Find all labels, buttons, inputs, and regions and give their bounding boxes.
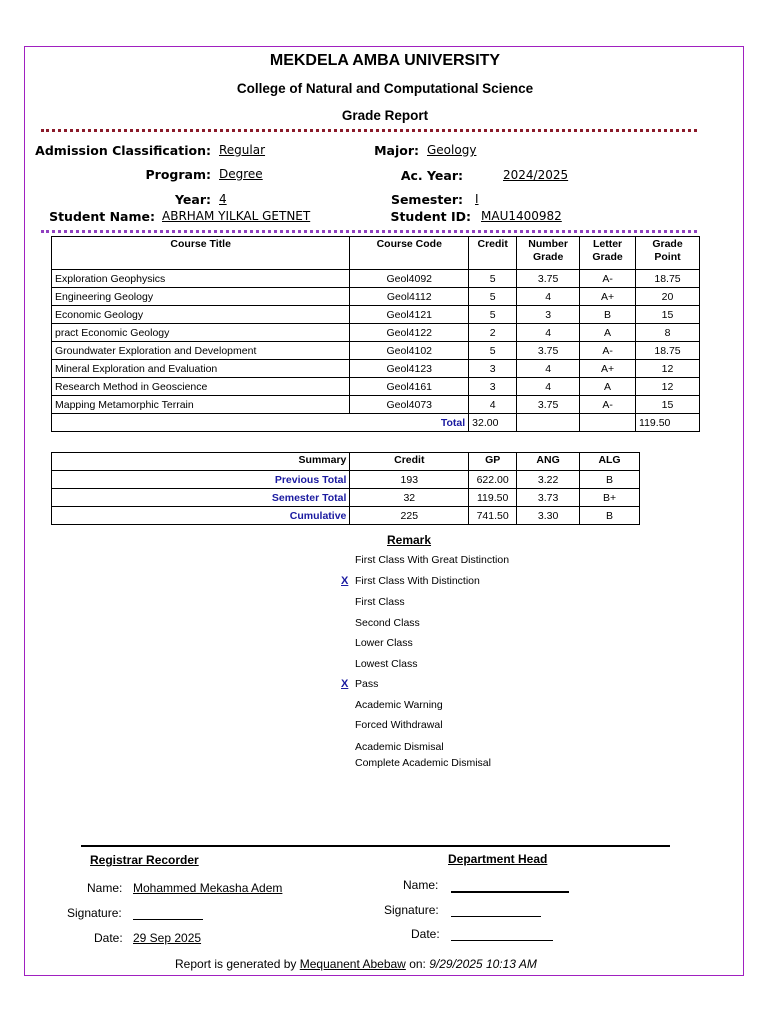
summary-alg: B (580, 471, 640, 489)
year-value: 4 (219, 192, 227, 206)
divider-info (41, 230, 697, 233)
course-credit: 3 (469, 378, 517, 396)
course-title: pract Economic Geology (52, 324, 350, 342)
generated-on: 9/29/2025 10:13 AM (429, 957, 537, 971)
summary-credit: 32 (350, 489, 469, 507)
remark-item (355, 699, 443, 711)
remark-item (355, 637, 413, 649)
total-credit: 32.00 (469, 414, 517, 432)
admission-value: Regular (219, 143, 266, 157)
major-label: Major: (374, 143, 419, 158)
course-letter-grade: A+ (580, 360, 636, 378)
courses-header-row (52, 237, 700, 270)
university-name: MEKDELA AMBA UNIVERSITY (269, 52, 501, 69)
registrar-name-label: Name: (87, 881, 123, 895)
dept-name-label: Name: (403, 878, 439, 892)
course-title: Engineering Geology (52, 288, 350, 306)
program-value: Degree (219, 167, 263, 181)
courses-table (51, 236, 700, 432)
course-row (52, 396, 700, 414)
generated-on-label: on: (409, 957, 426, 971)
acyear-label: Ac. Year: (400, 168, 463, 183)
course-code: Geol4161 (350, 378, 469, 396)
course-credit: 4 (469, 396, 517, 414)
col-letter-grade: Letter Grade (580, 237, 636, 270)
course-number-grade: 3 (517, 306, 580, 324)
course-number-grade: 4 (517, 360, 580, 378)
student-name-value: ABRHAM YILKAL GETNET (162, 209, 311, 223)
remark-title: Remark (387, 533, 432, 547)
remark-item-label: Complete Academic Dismisal (355, 757, 491, 769)
summary-row (52, 507, 640, 525)
course-row (52, 288, 700, 306)
summary-alg: B+ (580, 489, 640, 507)
summary-alg: B (580, 507, 640, 525)
course-row (52, 270, 700, 288)
remark-item (355, 757, 491, 769)
remark-item (355, 554, 509, 566)
course-credit: 5 (469, 342, 517, 360)
course-letter-grade: A- (580, 270, 636, 288)
major-value: Geology (427, 143, 477, 157)
course-grade-point: 12 (636, 360, 700, 378)
total-number-grade (517, 414, 580, 432)
remark-item-label: Academic Warning (355, 699, 443, 711)
course-credit: 5 (469, 288, 517, 306)
summary-col-ang: ANG (517, 453, 580, 471)
semester-label: Semester: (390, 192, 463, 207)
signature-divider (81, 845, 670, 847)
admission-label: Admission Classification: (35, 143, 211, 158)
course-credit: 5 (469, 306, 517, 324)
remark-item-label: First Class (355, 596, 405, 608)
course-grade-point: 15 (636, 396, 700, 414)
course-grade-point: 12 (636, 378, 700, 396)
course-number-grade: 3.75 (517, 396, 580, 414)
remark-check-mark: X (341, 678, 349, 690)
course-title: Exploration Geophysics (52, 270, 350, 288)
summary-ang: 3.22 (517, 471, 580, 489)
course-letter-grade: A- (580, 342, 636, 360)
course-code: Geol4123 (350, 360, 469, 378)
course-row (52, 360, 700, 378)
remark-item-label: Lowest Class (355, 658, 418, 670)
registrar-title: Registrar Recorder (90, 853, 199, 867)
student-id-label: Student ID: (390, 209, 471, 224)
summary-table (51, 452, 640, 525)
course-title: Mineral Exploration and Evaluation (52, 360, 350, 378)
course-title: Economic Geology (52, 306, 350, 324)
course-code: Geol4102 (350, 342, 469, 360)
dept-signature-label: Signature: (384, 903, 439, 917)
dept-signature-blank (451, 916, 541, 917)
generated-prefix: Report is generated by (175, 957, 297, 971)
course-title: Groundwater Exploration and Development (52, 342, 350, 360)
remark-item-label: First Class With Great Distinction (355, 554, 510, 566)
dept-date-label: Date: (411, 927, 440, 941)
course-code: Geol4073 (350, 396, 469, 414)
col-course-code: Course Code (350, 237, 469, 270)
registrar-name-value: Mohammed Mekasha Adem (133, 881, 283, 895)
remark-item (355, 658, 417, 670)
summary-gp: 741.50 (469, 507, 517, 525)
course-title: Mapping Metamorphic Terrain (52, 396, 350, 414)
summary-label: Previous Total (52, 471, 350, 489)
remark-item (355, 741, 444, 753)
course-letter-grade: A (580, 378, 636, 396)
dept-date-blank (451, 940, 553, 941)
summary-label: Semester Total (52, 489, 350, 507)
summary-col-credit: Credit (350, 453, 469, 471)
course-credit: 5 (469, 270, 517, 288)
col-course-title: Course Title (52, 237, 350, 270)
total-grade-point: 119.50 (636, 414, 700, 432)
summary-col-summary: Summary (52, 453, 350, 471)
course-letter-grade: A (580, 324, 636, 342)
remark-item-label: First Class With Distinction (355, 575, 480, 587)
col-grade-point: Grade Point (636, 237, 700, 270)
remark-item (355, 719, 443, 731)
course-number-grade: 4 (517, 324, 580, 342)
total-letter-grade (580, 414, 636, 432)
course-letter-grade: A+ (580, 288, 636, 306)
remark-item-label: Second Class (355, 617, 420, 629)
summary-row (52, 471, 640, 489)
summary-ang: 3.30 (517, 507, 580, 525)
remark-item-label: Academic Dismisal (355, 741, 444, 753)
grade-report-page (24, 46, 744, 976)
semester-value: I (475, 192, 479, 206)
generated-by: Mequanent Abebaw (299, 957, 406, 971)
summary-credit: 193 (350, 471, 469, 489)
course-title: Research Method in Geoscience (52, 378, 350, 396)
course-code: Geol4092 (350, 270, 469, 288)
course-letter-grade: A- (580, 396, 636, 414)
courses-total-row (52, 414, 700, 432)
remark-item-label: Lower Class (355, 637, 413, 649)
course-number-grade: 3.75 (517, 342, 580, 360)
summary-gp: 622.00 (469, 471, 517, 489)
summary-gp: 119.50 (469, 489, 517, 507)
summary-col-gp: GP (469, 453, 517, 471)
course-code: Geol4112 (350, 288, 469, 306)
course-grade-point: 18.75 (636, 270, 700, 288)
divider-top (41, 129, 697, 132)
remark-item-label: Pass (355, 678, 379, 690)
course-row (52, 342, 700, 360)
year-label: Year: (175, 192, 211, 207)
registrar-signature-label: Signature: (67, 906, 122, 920)
course-grade-point: 8 (636, 324, 700, 342)
summary-col-alg: ALG (580, 453, 640, 471)
course-number-grade: 4 (517, 378, 580, 396)
course-code: Geol4122 (350, 324, 469, 342)
remark-item-label: Forced Withdrawal (355, 719, 443, 731)
summary-credit: 225 (350, 507, 469, 525)
remark-item (341, 575, 480, 587)
remark-item (355, 617, 420, 629)
remark-check-mark: X (341, 575, 349, 587)
col-credit: Credit (469, 237, 517, 270)
course-grade-point: 18.75 (636, 342, 700, 360)
summary-ang: 3.73 (517, 489, 580, 507)
registrar-date-value: 29 Sep 2025 (133, 931, 202, 945)
report-title: Grade Report (341, 108, 429, 123)
col-number-grade: Number Grade (517, 237, 580, 270)
course-number-grade: 3.75 (517, 270, 580, 288)
dept-name-blank (451, 891, 569, 893)
course-row (52, 324, 700, 342)
total-label: Total (52, 414, 469, 432)
college-name: College of Natural and Computational Science (236, 81, 534, 96)
course-letter-grade: B (580, 306, 636, 324)
course-credit: 3 (469, 360, 517, 378)
course-grade-point: 20 (636, 288, 700, 306)
course-grade-point: 15 (636, 306, 700, 324)
course-row (52, 378, 700, 396)
course-code: Geol4121 (350, 306, 469, 324)
generated-line (175, 957, 537, 971)
course-number-grade: 4 (517, 288, 580, 306)
summary-label: Cumulative (52, 507, 350, 525)
registrar-signature-blank (133, 919, 203, 920)
course-credit: 2 (469, 324, 517, 342)
acyear-value: 2024/2025 (503, 168, 569, 182)
remark-item (355, 596, 405, 608)
registrar-date-label: Date: (94, 931, 123, 945)
program-label: Program: (145, 167, 211, 182)
remark-item (341, 678, 379, 690)
course-row (52, 306, 700, 324)
student-id-value: MAU1400982 (481, 209, 562, 223)
summary-header-row (52, 453, 640, 471)
dept-head-title: Department Head (448, 852, 548, 866)
summary-row (52, 489, 640, 507)
student-name-label: Student Name: (49, 209, 155, 224)
